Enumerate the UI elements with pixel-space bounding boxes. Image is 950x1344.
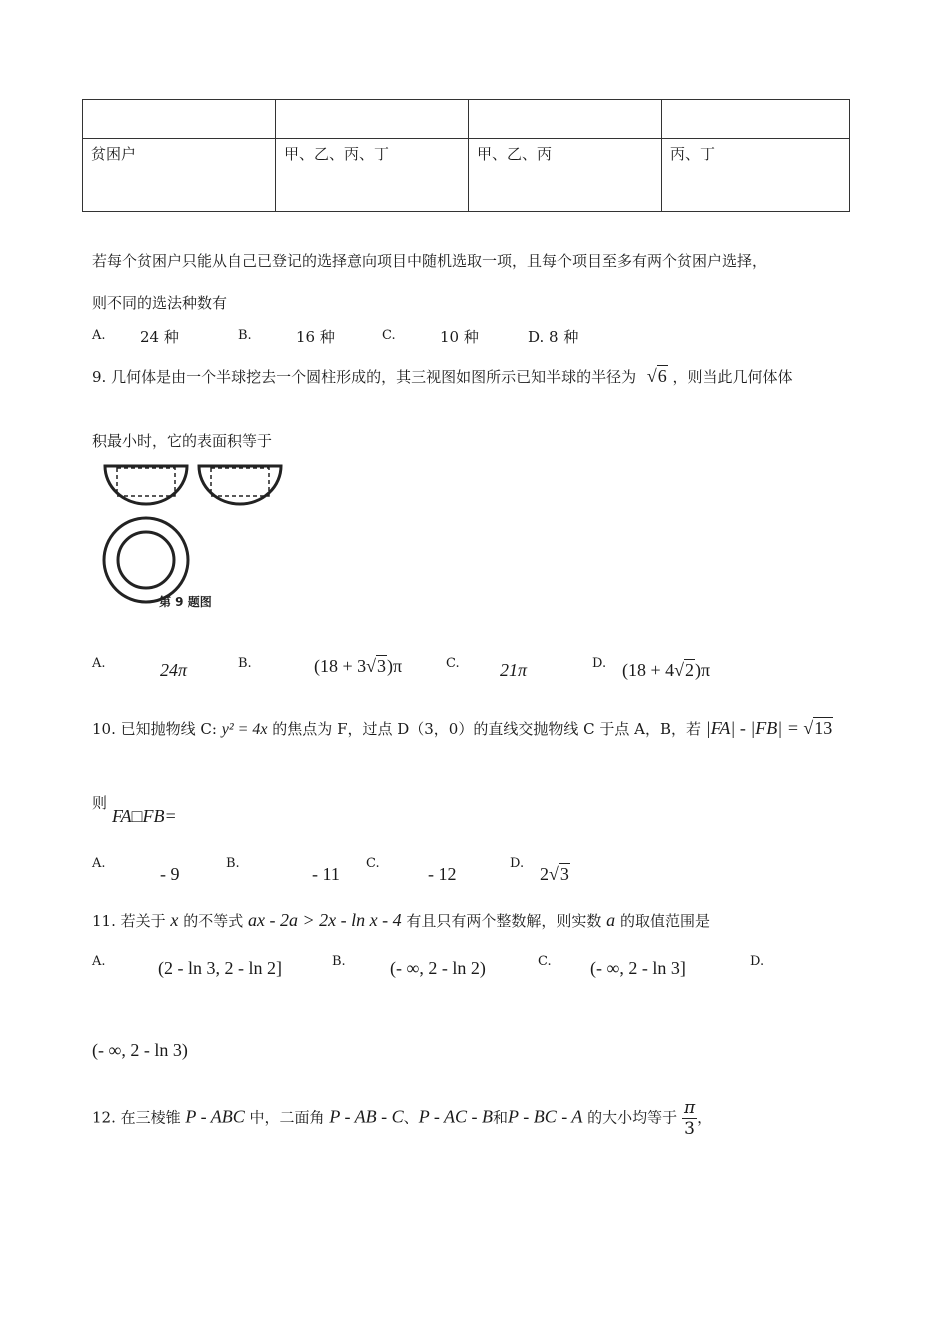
q8-option-c: 10 种 xyxy=(440,328,479,346)
q8-text-line1: 若每个贫困户只能从自己已登记的选择意向项目中随机选取一项，且每个项目至多有两个贫困户选择， xyxy=(92,252,768,270)
table-cell xyxy=(662,100,850,139)
q10-option-a: - 9 xyxy=(160,864,180,884)
q11-text-p4: 的取值范围是 xyxy=(619,912,710,930)
q8-option-d: D. 8 种 xyxy=(528,328,579,346)
q10-text: 10. 已知抛物线 C: y² = 4x 的焦点为 F，过点 D（3，0）的直线交抛物线 C 于点 A，B，若 |FA| - |FB| = √13 xyxy=(92,718,833,738)
q9-option-d-label: D. xyxy=(592,656,607,671)
top-view xyxy=(104,518,188,602)
q12-math-3: P - AC - B xyxy=(418,1106,494,1127)
q10-equation: y² = 4x xyxy=(221,721,268,738)
q9-option-c-label: C. xyxy=(446,656,460,671)
q12-math-4: P - BC - A xyxy=(508,1106,583,1127)
figure-caption: 第 9 题图 xyxy=(159,595,212,609)
q9-option-d-pre: (18 + 4 xyxy=(622,660,675,680)
q9-option-a: 24π xyxy=(160,660,188,680)
q10-abs-expression: |FA| - |FB| = xyxy=(705,718,804,738)
q10-text-pre: 10. 已知抛物线 C: xyxy=(92,720,217,738)
q11-var-a: a xyxy=(606,910,616,930)
q10-text-mid: 的焦点为 F，过点 D（3，0）的直线交抛物线 C 于点 A，B，若 xyxy=(272,720,701,738)
q11-inequality: ax - 2a > 2x - ln x - 4 xyxy=(247,910,402,930)
q9-text-main: 9. 几何体是由一个半球挖去一个圆柱形成的，其三视图如图所示已知半球的半径为 xyxy=(92,368,637,386)
q8-text-line2: 则不同的选法种数有 xyxy=(92,294,228,312)
q11-option-b: (- ∞, 2 - ln 2) xyxy=(390,958,486,978)
q11-option-c: (- ∞, 2 - ln 3] xyxy=(590,958,686,978)
q9-option-b-rad: 3 xyxy=(377,656,387,676)
q10-option-d-label: D. xyxy=(510,856,525,871)
q12-text-p2: 中，二面角 xyxy=(249,1108,325,1127)
q9-option-b-post: )π xyxy=(387,656,403,676)
table-cell: 贫困户 xyxy=(83,139,276,212)
table-cell: 丙、丁 xyxy=(662,139,850,212)
q9-option-d-rad: 2 xyxy=(685,660,695,680)
q10-option-d-rad: 3 xyxy=(559,864,569,884)
table-cell xyxy=(83,100,276,139)
q9-option-c: 21π xyxy=(500,660,528,680)
q11-text-p2: 的不等式 xyxy=(183,912,244,930)
table-cell xyxy=(469,100,662,139)
q12-fraction-numerator: π xyxy=(683,1098,696,1118)
q10-dot-expression: FA□FB= xyxy=(112,806,177,826)
table-cell: 甲、乙、丙 xyxy=(469,139,662,212)
q9-option-d-post: )π xyxy=(695,660,711,680)
q12-text-p3: 、 xyxy=(403,1108,419,1127)
q9-radius-value: 6 xyxy=(657,366,667,386)
q8-option-c-label: C. xyxy=(382,328,396,343)
q10-option-a-label: A. xyxy=(92,856,106,871)
q9-option-d: (18 + 4√2)π xyxy=(622,660,711,680)
side-view xyxy=(199,466,281,504)
q9-option-b-pre: (18 + 3 xyxy=(314,656,367,676)
q12-text-p5: 的大小均等于 xyxy=(587,1108,678,1127)
q10-option-d: 2√3 xyxy=(540,864,569,884)
q12-fraction-denominator: 3 xyxy=(684,1119,695,1139)
q9-text-line2: 积最小时，它的表面积等于 xyxy=(92,432,273,450)
q8-option-a: 24 种 xyxy=(140,328,179,346)
q9-option-a-label: A. xyxy=(92,656,106,671)
q12-text-p1: 12. 在三棱锥 xyxy=(92,1108,181,1127)
q11-text xyxy=(92,910,710,931)
q11-option-a: (2 - ln 3, 2 - ln 2] xyxy=(158,958,282,978)
q12-text-p4: 和 xyxy=(493,1108,509,1127)
q10-option-b: - 11 xyxy=(312,864,340,884)
q12-math-2: P - AB - C xyxy=(329,1106,404,1127)
q9-text-after: ，则当此几何体体 xyxy=(672,368,793,386)
q10-option-c-label: C. xyxy=(366,856,380,871)
poverty-table xyxy=(82,99,850,212)
three-view-figure xyxy=(95,460,295,620)
table-cell: 甲、乙、丙、丁 xyxy=(276,139,469,212)
table-cell xyxy=(276,100,469,139)
q11-var-x: x xyxy=(170,910,179,930)
q11-option-d-label: D. xyxy=(750,954,765,969)
q9-option-b-label: B. xyxy=(238,656,252,671)
table-row xyxy=(83,100,850,139)
q8-option-b: 16 种 xyxy=(296,328,335,346)
table-row xyxy=(83,139,850,212)
q9-radius: √6 xyxy=(646,366,667,386)
q12-text-p6: ， xyxy=(697,1108,713,1127)
q10-option-b-label: B. xyxy=(226,856,240,871)
q12-math-1: P - ABC xyxy=(185,1106,245,1127)
q10-option-c: - 12 xyxy=(428,864,457,884)
q11-option-d: (- ∞, 2 - ln 3) xyxy=(92,1040,188,1060)
q10-radical: 13 xyxy=(814,718,833,738)
q12-text xyxy=(92,1098,712,1139)
q9-text xyxy=(92,366,793,387)
front-view xyxy=(105,466,187,504)
q11-text-p1: 11. 若关于 xyxy=(92,912,166,930)
q10-then: 则 xyxy=(92,794,108,812)
q11-option-b-label: B. xyxy=(332,954,346,969)
q8-option-a-label: A. xyxy=(92,328,106,343)
q8-option-b-label: B. xyxy=(238,328,252,343)
q10-option-d-pre: 2 xyxy=(540,864,549,884)
q11-option-c-label: C. xyxy=(538,954,552,969)
q9-option-b: (18 + 3√3)π xyxy=(314,656,403,676)
q11-option-a-label: A. xyxy=(92,954,106,969)
q12-fraction xyxy=(682,1098,697,1139)
q11-text-p3: 有且只有两个整数解，则实数 xyxy=(406,912,602,930)
